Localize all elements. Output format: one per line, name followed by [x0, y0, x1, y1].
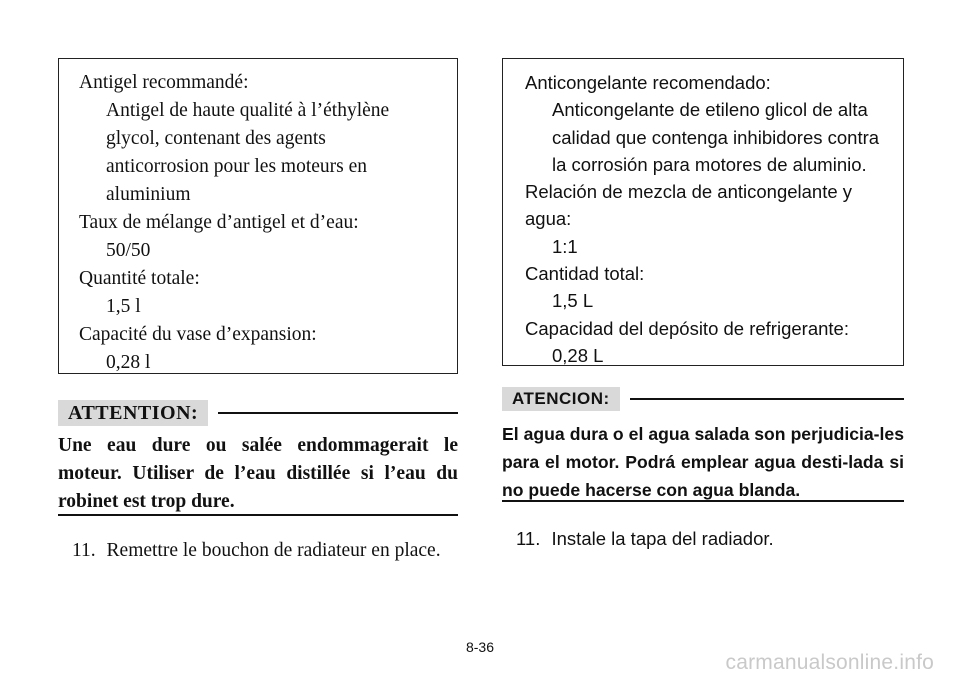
watermark: carmanualsonline.info [725, 651, 934, 674]
french-spec-box [58, 58, 458, 374]
step-number: 11. [516, 528, 541, 549]
reservoir-capacity-label: Capacidad del depósito de refrigerante: [525, 317, 849, 339]
spanish-warning-divider [502, 500, 904, 502]
total-quantity-label: Quantité totale: [79, 268, 200, 289]
antifreeze-line: anticorrosion pour les moteurs en [106, 156, 368, 177]
total-quantity-label: Cantidad total: [525, 263, 645, 285]
antifreeze-line: aluminium [106, 184, 191, 205]
antifreeze-label: Anticongelante recomendado: [525, 72, 771, 93]
warning-badge: ATTENTION: [58, 400, 208, 426]
total-quantity-value: 1,5 L [552, 290, 594, 312]
reservoir-capacity-value: 0,28 l [106, 352, 151, 373]
french-step [72, 538, 441, 564]
heading-rule [218, 412, 458, 414]
mix-ratio-label: agua: [525, 208, 572, 230]
spanish-warning-heading [502, 386, 904, 412]
antifreeze-line: calidad que contenga inhibidores contra [552, 126, 880, 148]
antifreeze-line: glycol, contenant des agents [106, 128, 326, 149]
mix-ratio-label: Relación de mezcla de anticongelante y [525, 181, 853, 203]
antifreeze-line: la corrosión para motores de aluminio. [552, 153, 867, 175]
french-warning-heading [58, 398, 458, 428]
step-number: 11. [72, 540, 96, 561]
mix-ratio-value: 1:1 [552, 235, 578, 257]
page-number: 8-36 [465, 639, 495, 655]
reservoir-capacity-label: Capacité du vase d’expansion: [79, 324, 317, 345]
french-warning-text: Une eau dure ou salée endommagerait le moteur. Utiliser de l’eau distillée si l’eau du robinet est trop dure. [58, 435, 458, 512]
mix-ratio-label: Taux de mélange d’antigel et d’eau: [79, 212, 359, 233]
step-text: Instale la tapa del radiador. [551, 528, 774, 549]
antifreeze-line: Anticongelante de etileno glicol de alta [552, 99, 868, 121]
antifreeze-label: Antigel recommandé: [79, 72, 249, 93]
spanish-step [516, 526, 774, 552]
total-quantity-value: 1,5 l [106, 296, 141, 317]
spanish-spec-box [502, 58, 904, 366]
step-text: Remettre le bouchon de radiateur en place. [106, 540, 441, 561]
french-spec-content [79, 69, 447, 377]
heading-rule [630, 398, 904, 400]
reservoir-capacity-value: 0,28 L [552, 344, 604, 366]
french-warning-divider [58, 514, 458, 516]
spanish-spec-content [525, 69, 893, 369]
antifreeze-line: Antigel de haute qualité à l’éthylène [106, 100, 390, 121]
warning-badge: ATENCION: [502, 387, 620, 411]
spanish-warning-text: El agua dura o el agua salada son perjudicia-les para el motor. Podrá emplear agua desti-lada si no puede hacerse con agua blanda. [502, 424, 904, 500]
mix-ratio-value: 50/50 [106, 240, 151, 261]
